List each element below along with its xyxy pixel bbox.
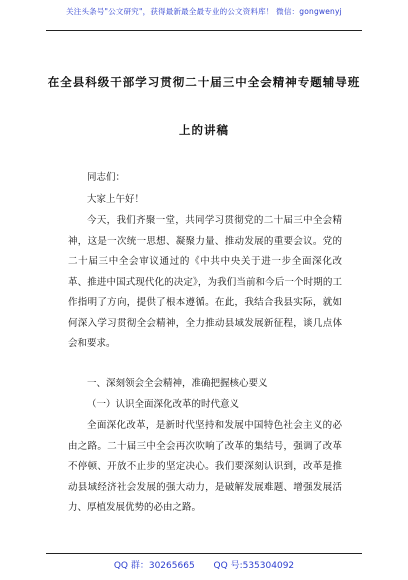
document-title-line-2: 上的讲稿: [179, 123, 229, 137]
greeting-paragraph-2: 大家上午好！: [87, 194, 145, 205]
subsection-heading: （一）认识全面深化改革的时代意义: [87, 399, 240, 410]
section-heading: 一、深刻领会全会精神，准确把握核心要义: [87, 378, 268, 389]
intro-paragraph: 今天，我们齐聚一堂，共同学习贯彻党的二十届三中全会精神，这是一次统一思想、凝聚力量、推动发展的重要会议。党的二十届三中全会审议通过的《中共中央关于进一步全面深化改革、推进中国式现代化的决定》，为我们当前和今后一个时期的工作指明了方向，提供了根本遵循。在此，我结合我县实际，就如何深入学习贯彻全会精神，全力推动县域发展新征程，谈几点体会和要求。: [68, 215, 342, 349]
header-divider: [46, 30, 362, 31]
footer-qq-group: QQ 群：30265665: [113, 561, 195, 571]
greeting-paragraph: 同志们：: [87, 172, 126, 183]
body-paragraph: 全面深化改革，是新时代坚持和发展中国特色社会主义的必由之路。二十届三中全会再次吹响了改革的集结号，强调了改革不停顿、开放不止步的坚定决心。我们要深刻认识到，改革是推动县域经济社会发展的强大动力，是破解发展难题、增强发展活力、厚植发展优势的必由之路。: [68, 420, 342, 513]
footer-qq-number: QQ 号:535304092: [213, 561, 295, 571]
footer-divider: [46, 553, 362, 554]
document-title-line-1: 在全县科级干部学习贯彻二十届三中全会精神专题辅导班: [47, 75, 361, 89]
footer: [0, 558, 408, 571]
header-note: 关注头条号"公文研究"，获得最新最全最专业的公文资料库！ 微信：gongwenyj: [66, 7, 342, 16]
